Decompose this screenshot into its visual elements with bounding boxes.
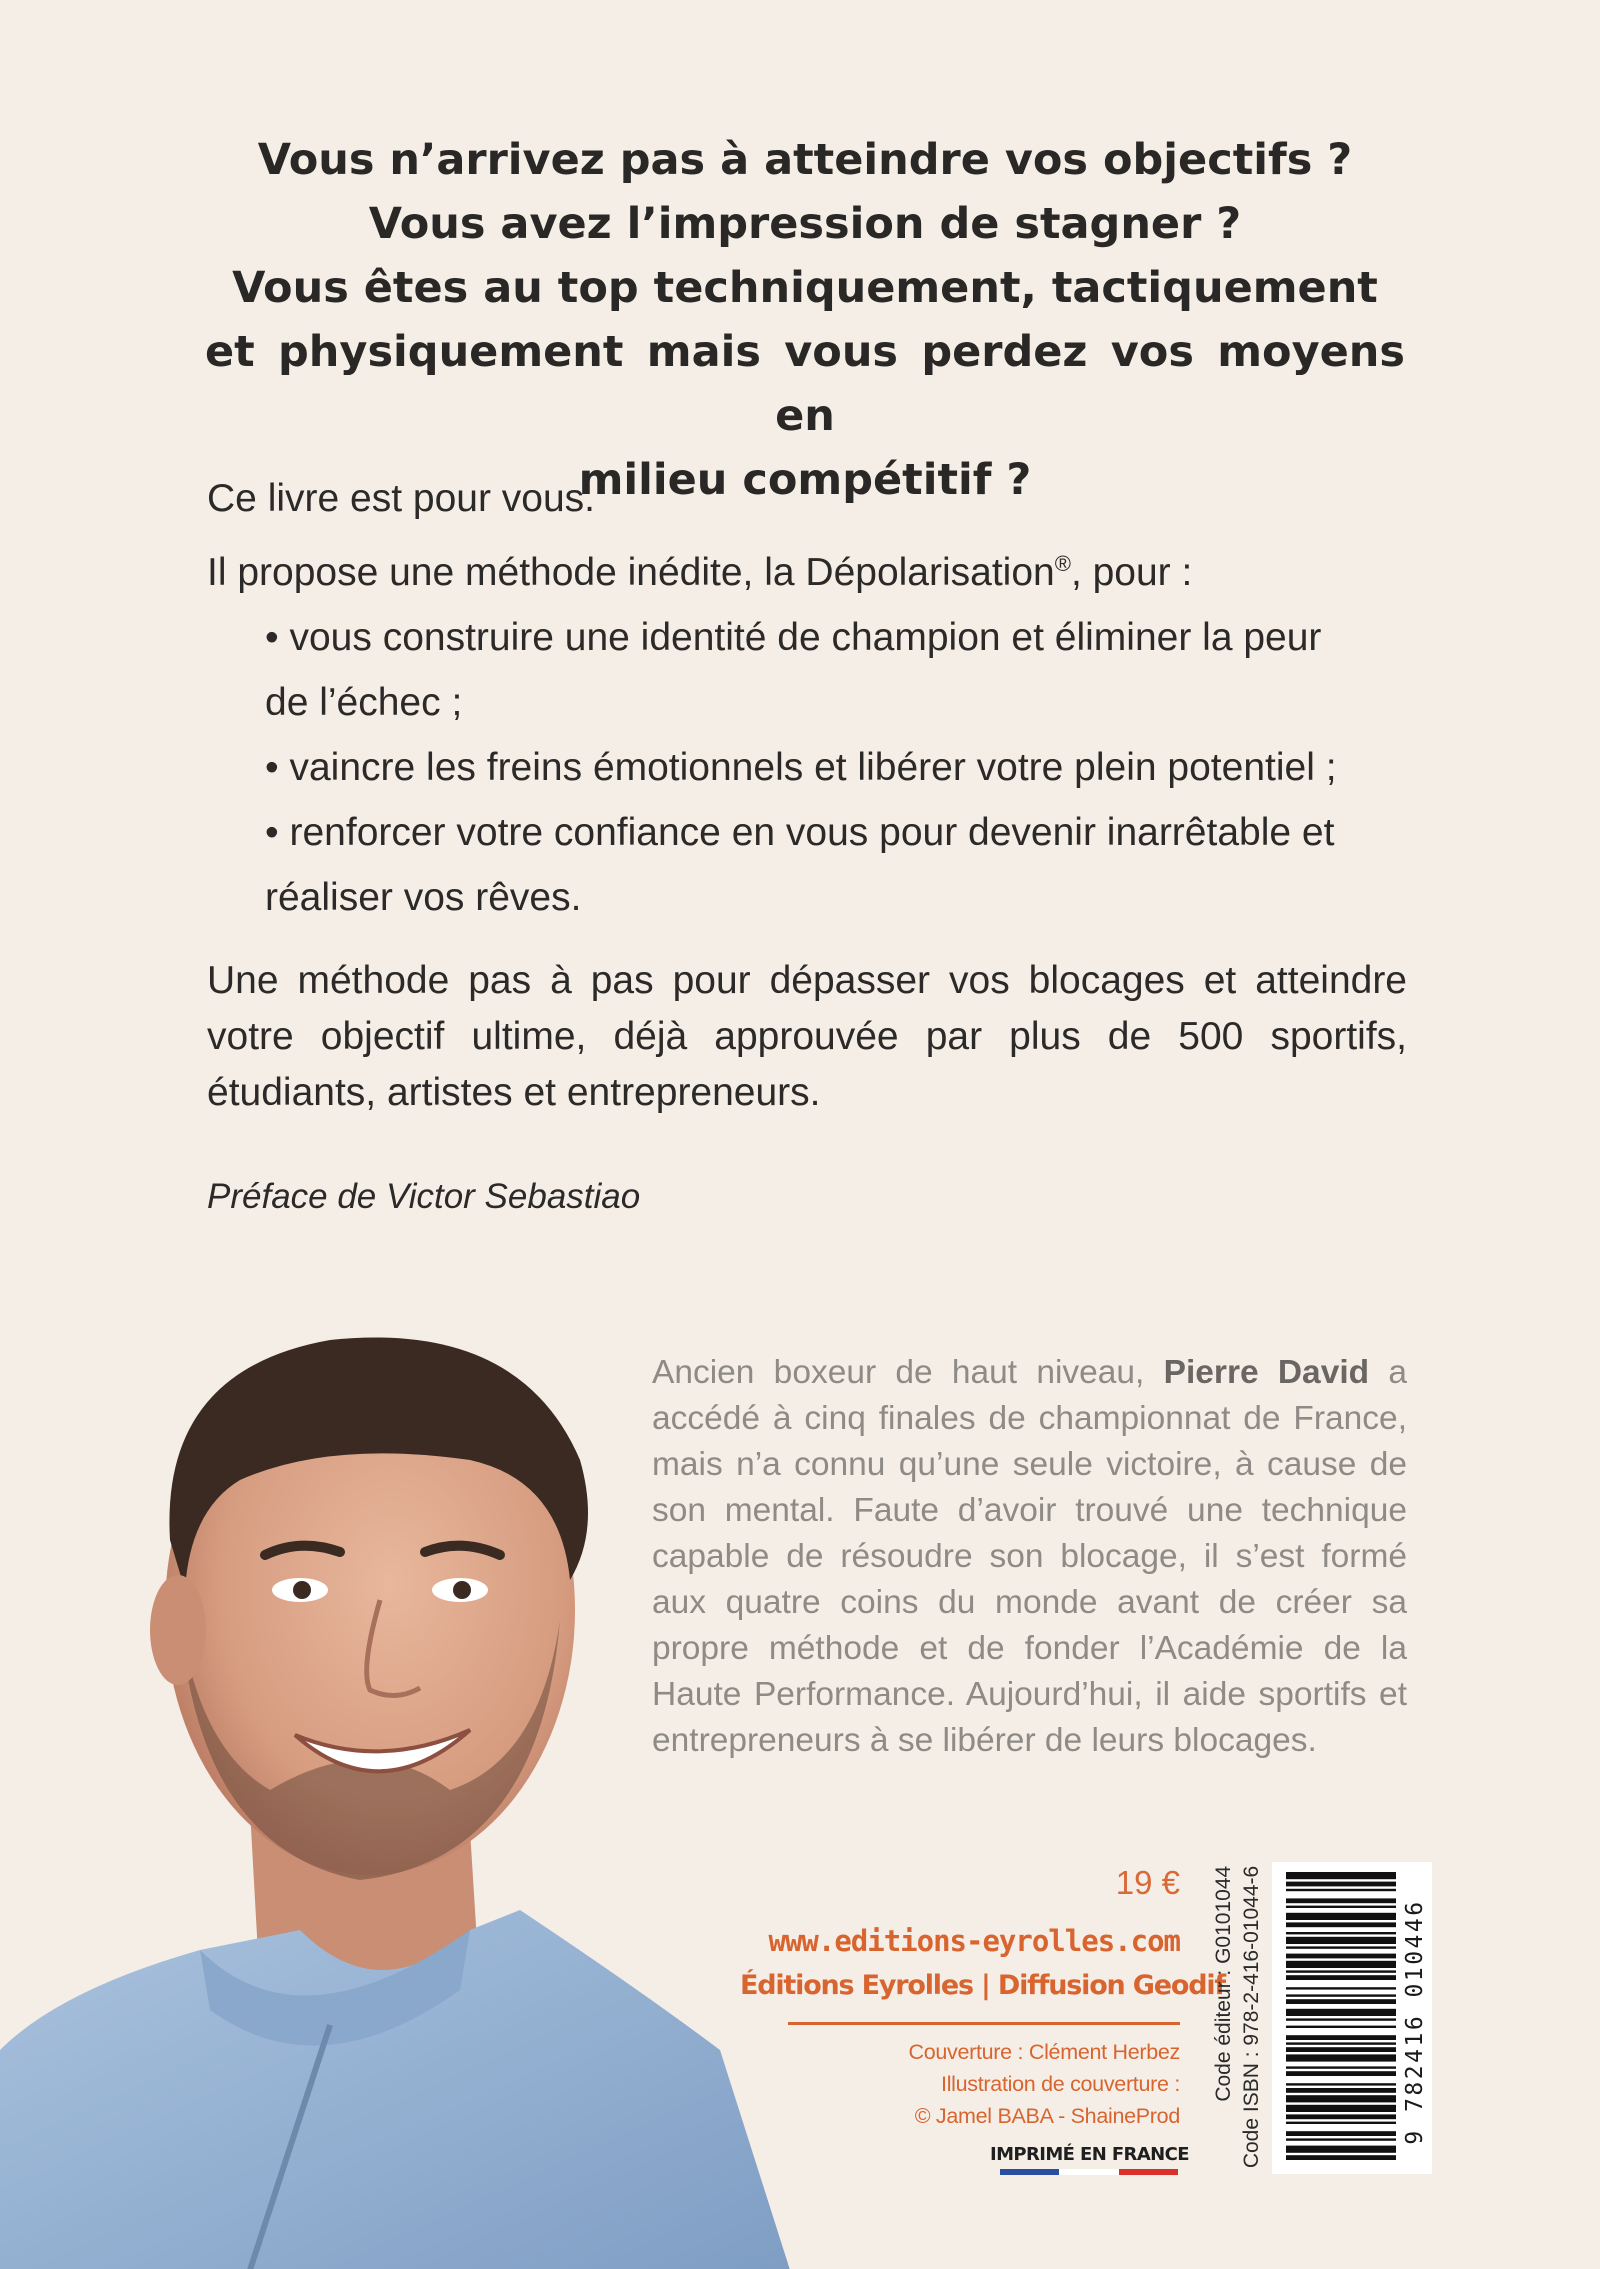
cover-credits (800, 2036, 1180, 2132)
credit-line: Illustration de couverture : (941, 2072, 1180, 2096)
barcode-bar (1286, 1994, 1396, 1996)
isbn-code: Code ISBN : 978-2-416-01044-6 (1240, 1865, 1263, 2169)
bio-text: a accédé à cinq finales de championnat de France, mais n’a connu qu’une seule victoire, à cause de son mental. Faute d’avoir trouvé une technique capable de résoudre son blocage, il s’est formé aux quatre coins du monde avant de créer sa propre méthode et de fonder l’Académie de la Haute Performance. Aujourd’hui, il aide sportifs et entrepreneurs à se libérer de leurs blocages. (652, 1354, 1407, 1759)
barcode-bar (1286, 2083, 1396, 2085)
barcode-number: 9 782416 010446 (1402, 1899, 1428, 2145)
barcode-bar (1286, 2042, 1396, 2044)
barcode-bar (1286, 2122, 1396, 2124)
barcode-bar (1286, 1872, 1396, 1879)
barcode-bar (1286, 2018, 1396, 2020)
intro-text: , pour : (1070, 551, 1193, 594)
barcode-bar (1286, 2146, 1396, 2153)
barcode-bar (1286, 2035, 1396, 2040)
barcode-bar (1286, 2054, 1396, 2061)
barcode-digits (1400, 1872, 1430, 2172)
printed-in-france: IMPRIMÉ EN FRANCE (990, 2144, 1189, 2165)
barcode-bar (1286, 1906, 1396, 1908)
benefit-item: • vaincre les freins émotionnels et libérer votre plein potentiel ; (265, 746, 1337, 789)
headline-line: Vous n’arrivez pas à atteindre vos objectifs ? (257, 135, 1353, 185)
method-paragraph: Une méthode pas à pas pour dépasser vos blocages et atteindre votre objectif ultime, déjà approuvée par plus de 500 sportifs, étudiants, artistes et entrepreneurs. (207, 959, 1407, 1114)
barcode-bar (1286, 1954, 1396, 1959)
credit-line: Couverture : Clément Herbez (908, 2040, 1180, 2064)
price: 19 € (1115, 1864, 1180, 1901)
barcode-bar (1286, 1913, 1396, 1920)
barcode-bar (1286, 2047, 1396, 2052)
barcode-bar (1286, 2066, 1396, 2068)
barcode-bar (1286, 1999, 1396, 2004)
intro-line: Ce livre est pour vous. (207, 477, 596, 520)
barcode-bar (1286, 2114, 1396, 2119)
barcode-bar (1286, 1922, 1396, 1927)
barcode-bar (1286, 1961, 1396, 1968)
intro-line (207, 531, 1407, 605)
headline-line: Vous êtes au top techniquement, tactiquement (232, 263, 1378, 313)
publisher-website: www.editions-eyrolles.com (768, 1924, 1180, 1958)
book-codes-text (1210, 1866, 1266, 2168)
headline-line: Vous avez l’impression de stagner ? (368, 199, 1242, 249)
barcode-bar (1286, 2026, 1396, 2028)
barcode-icon (1286, 1872, 1396, 2164)
barcode-bar (1286, 1889, 1396, 1891)
headline-line: milieu compétitif ? (578, 455, 1032, 505)
benefit-list (207, 605, 1407, 930)
intro-text: Il propose une méthode inédite, la Dépolarisation (207, 551, 1055, 594)
benefit-item: • vous construire une identité de champion et éliminer la peur de l’échec ; (265, 616, 1322, 724)
intro-block (207, 466, 1407, 930)
barcode-bar (1286, 2138, 1396, 2140)
divider (788, 2022, 1180, 2025)
bio-text: Ancien boxeur de haut niveau, (652, 1354, 1164, 1391)
barcode-bar (1286, 2105, 1396, 2112)
french-flag-icon (1000, 2169, 1178, 2175)
benefit-item: • renforcer votre confiance en vous pour devenir inarrêtable et réaliser vos rêves. (265, 811, 1335, 919)
barcode-bar (1286, 2071, 1396, 2076)
barcode-bar (1286, 2095, 1396, 2102)
registered-mark: ® (1054, 551, 1071, 576)
barcode-bar (1286, 1932, 1396, 1934)
editor-code: Code éditeur : G0101044 (1212, 1865, 1235, 2102)
barcode-bar (1286, 1970, 1396, 1972)
barcode-bar (1286, 2155, 1396, 2160)
credit-line: © Jamel BABA - ShaineProd (914, 2104, 1180, 2128)
headline-line: et physiquement mais vous perdez vos moyens en (205, 327, 1405, 441)
barcode-bar (1286, 1898, 1396, 1903)
barcode-bar (1286, 1987, 1396, 1989)
barcode-bar (1286, 2131, 1396, 2136)
book-codes (1206, 1865, 1270, 2169)
author-bio (652, 1350, 1407, 1764)
barcode-bar (1286, 1937, 1396, 1944)
barcode-bar (1286, 2088, 1396, 2093)
publisher-name: Éditions Eyrolles | Diffusion Geodif (740, 1970, 1225, 2001)
barcode-bar (1286, 1882, 1396, 1887)
barcode-bar (1286, 2009, 1396, 2016)
preface-credit: Préface de Victor Sebastiao (207, 1177, 641, 1216)
headline (205, 128, 1405, 512)
barcode-bar (1286, 1946, 1396, 1948)
barcode-bar (1286, 1975, 1396, 1980)
author-name: Pierre David (1163, 1354, 1370, 1391)
